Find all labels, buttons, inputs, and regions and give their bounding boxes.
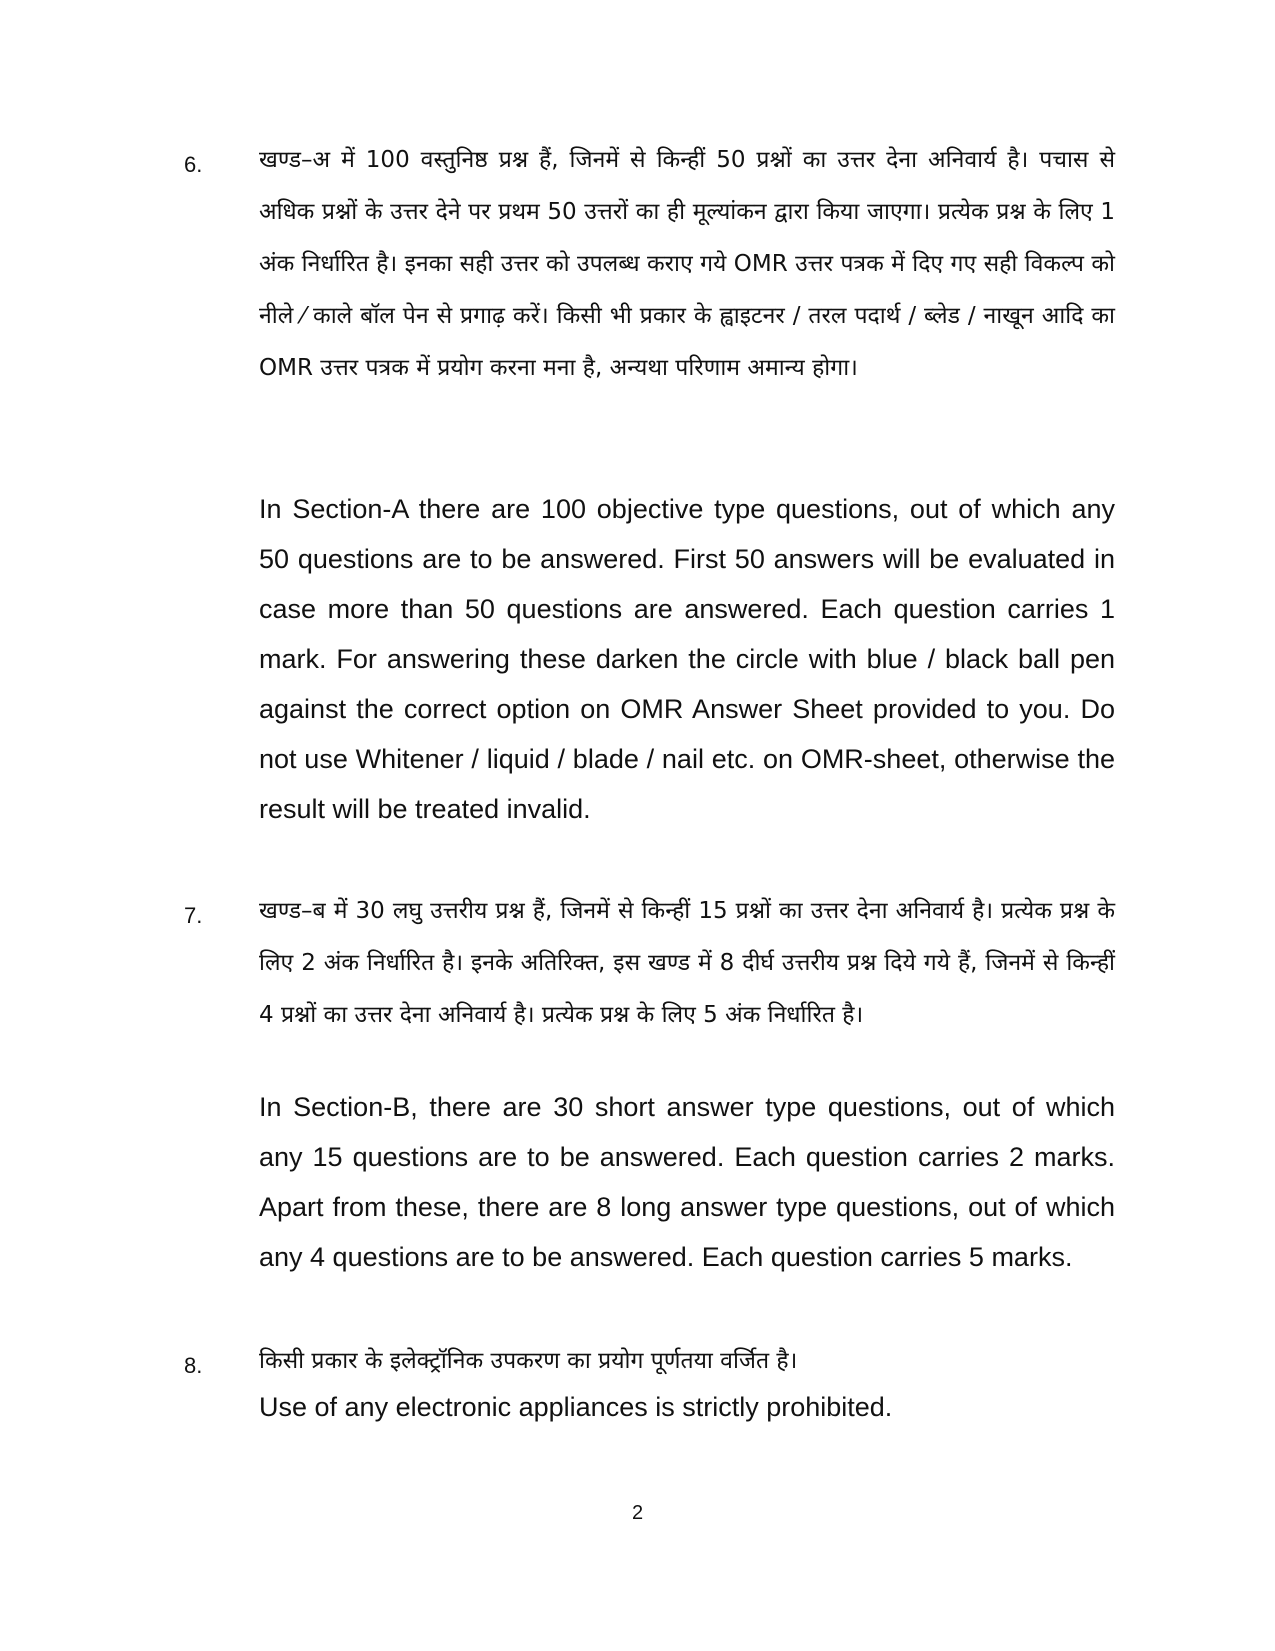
english-text: In Section-B, there are 30 short answer type questions, out of which any 15 questions are to be answered. Each question carries 2 marks. Apart from these, there are 8 long answer type questions, out of which any 4 questions are to be answered. Each question carries 5 marks. [259,1092,1115,1272]
item-number: 8. [184,1353,203,1378]
hindi-text: खण्ड–ब में 30 लघु उत्तरीय प्रश्न हैं, जिनमें से किन्हीं 15 प्रश्नों का उत्तर देना अनिवार्य है। प्रत्येक प्रश्न के लिए 2 अंक निर्धारित है। इनके अतिरिक्त, इस खण्ड में 8 दीर्घ उत्तरीय प्रश्न दिये गये हैं, जिनमें से किन्हीं 4 प्रश्नों का उत्तर देना अनिवार्य है। प्रत्येक प्रश्न के लिए 5 अंक निर्धारित है। [259,898,1115,1028]
english-text: Use of any electronic appliances is strictly prohibited. [259,1392,893,1422]
hindi-text: खण्ड–अ में 100 वस्तुनिष्ठ प्रश्न हैं, जिनमें से किन्हीं 50 प्रश्नों का उत्तर देना अनिवार्य है। पचास से अधिक प्रश्नों के उत्तर देने पर प्रथम 50 उत्तरों का ही मूल्यांकन द्वारा किया जाएगा। प्रत्येक प्रश्न के लिए 1 अंक निर्धारित है। इनका सही उत्तर को उपलब्ध कराए गये OMR उत्तर पत्रक में दिए गए सही विकल्प को नीले ⁄ काले बॉल पेन से प्रगाढ़ करें। किसी भी प्रकार के ह्वाइटनर / तरल पदार्थ / ब्लेड / नाखून आदि का OMR उत्तर पत्रक में प्रयोग करना मना है, अन्यथा परिणाम अमान्य होगा। [259,147,1115,381]
page-number: 2 [631,1502,644,1524]
english-text: In Section-A there are 100 objective type questions, out of which any 50 questions are to be answered. First 50 answers will be evaluated in case more than 50 questions are answered. Each question carries 1 mark. For answering these darken the circle with blue / black ball pen against the correct option on OMR Answer Sheet provided to you. Do not use Whitener / liquid / blade / nail etc. on OMR-sheet, otherwise the result will be treated invalid. [259,494,1115,824]
item-number: 6. [184,152,203,177]
hindi-text: किसी प्रकार के इलेक्ट्रॉनिक उपकरण का प्रयोग पूर्णतया वर्जित है। [259,1348,798,1374]
item-number: 7. [184,903,203,928]
